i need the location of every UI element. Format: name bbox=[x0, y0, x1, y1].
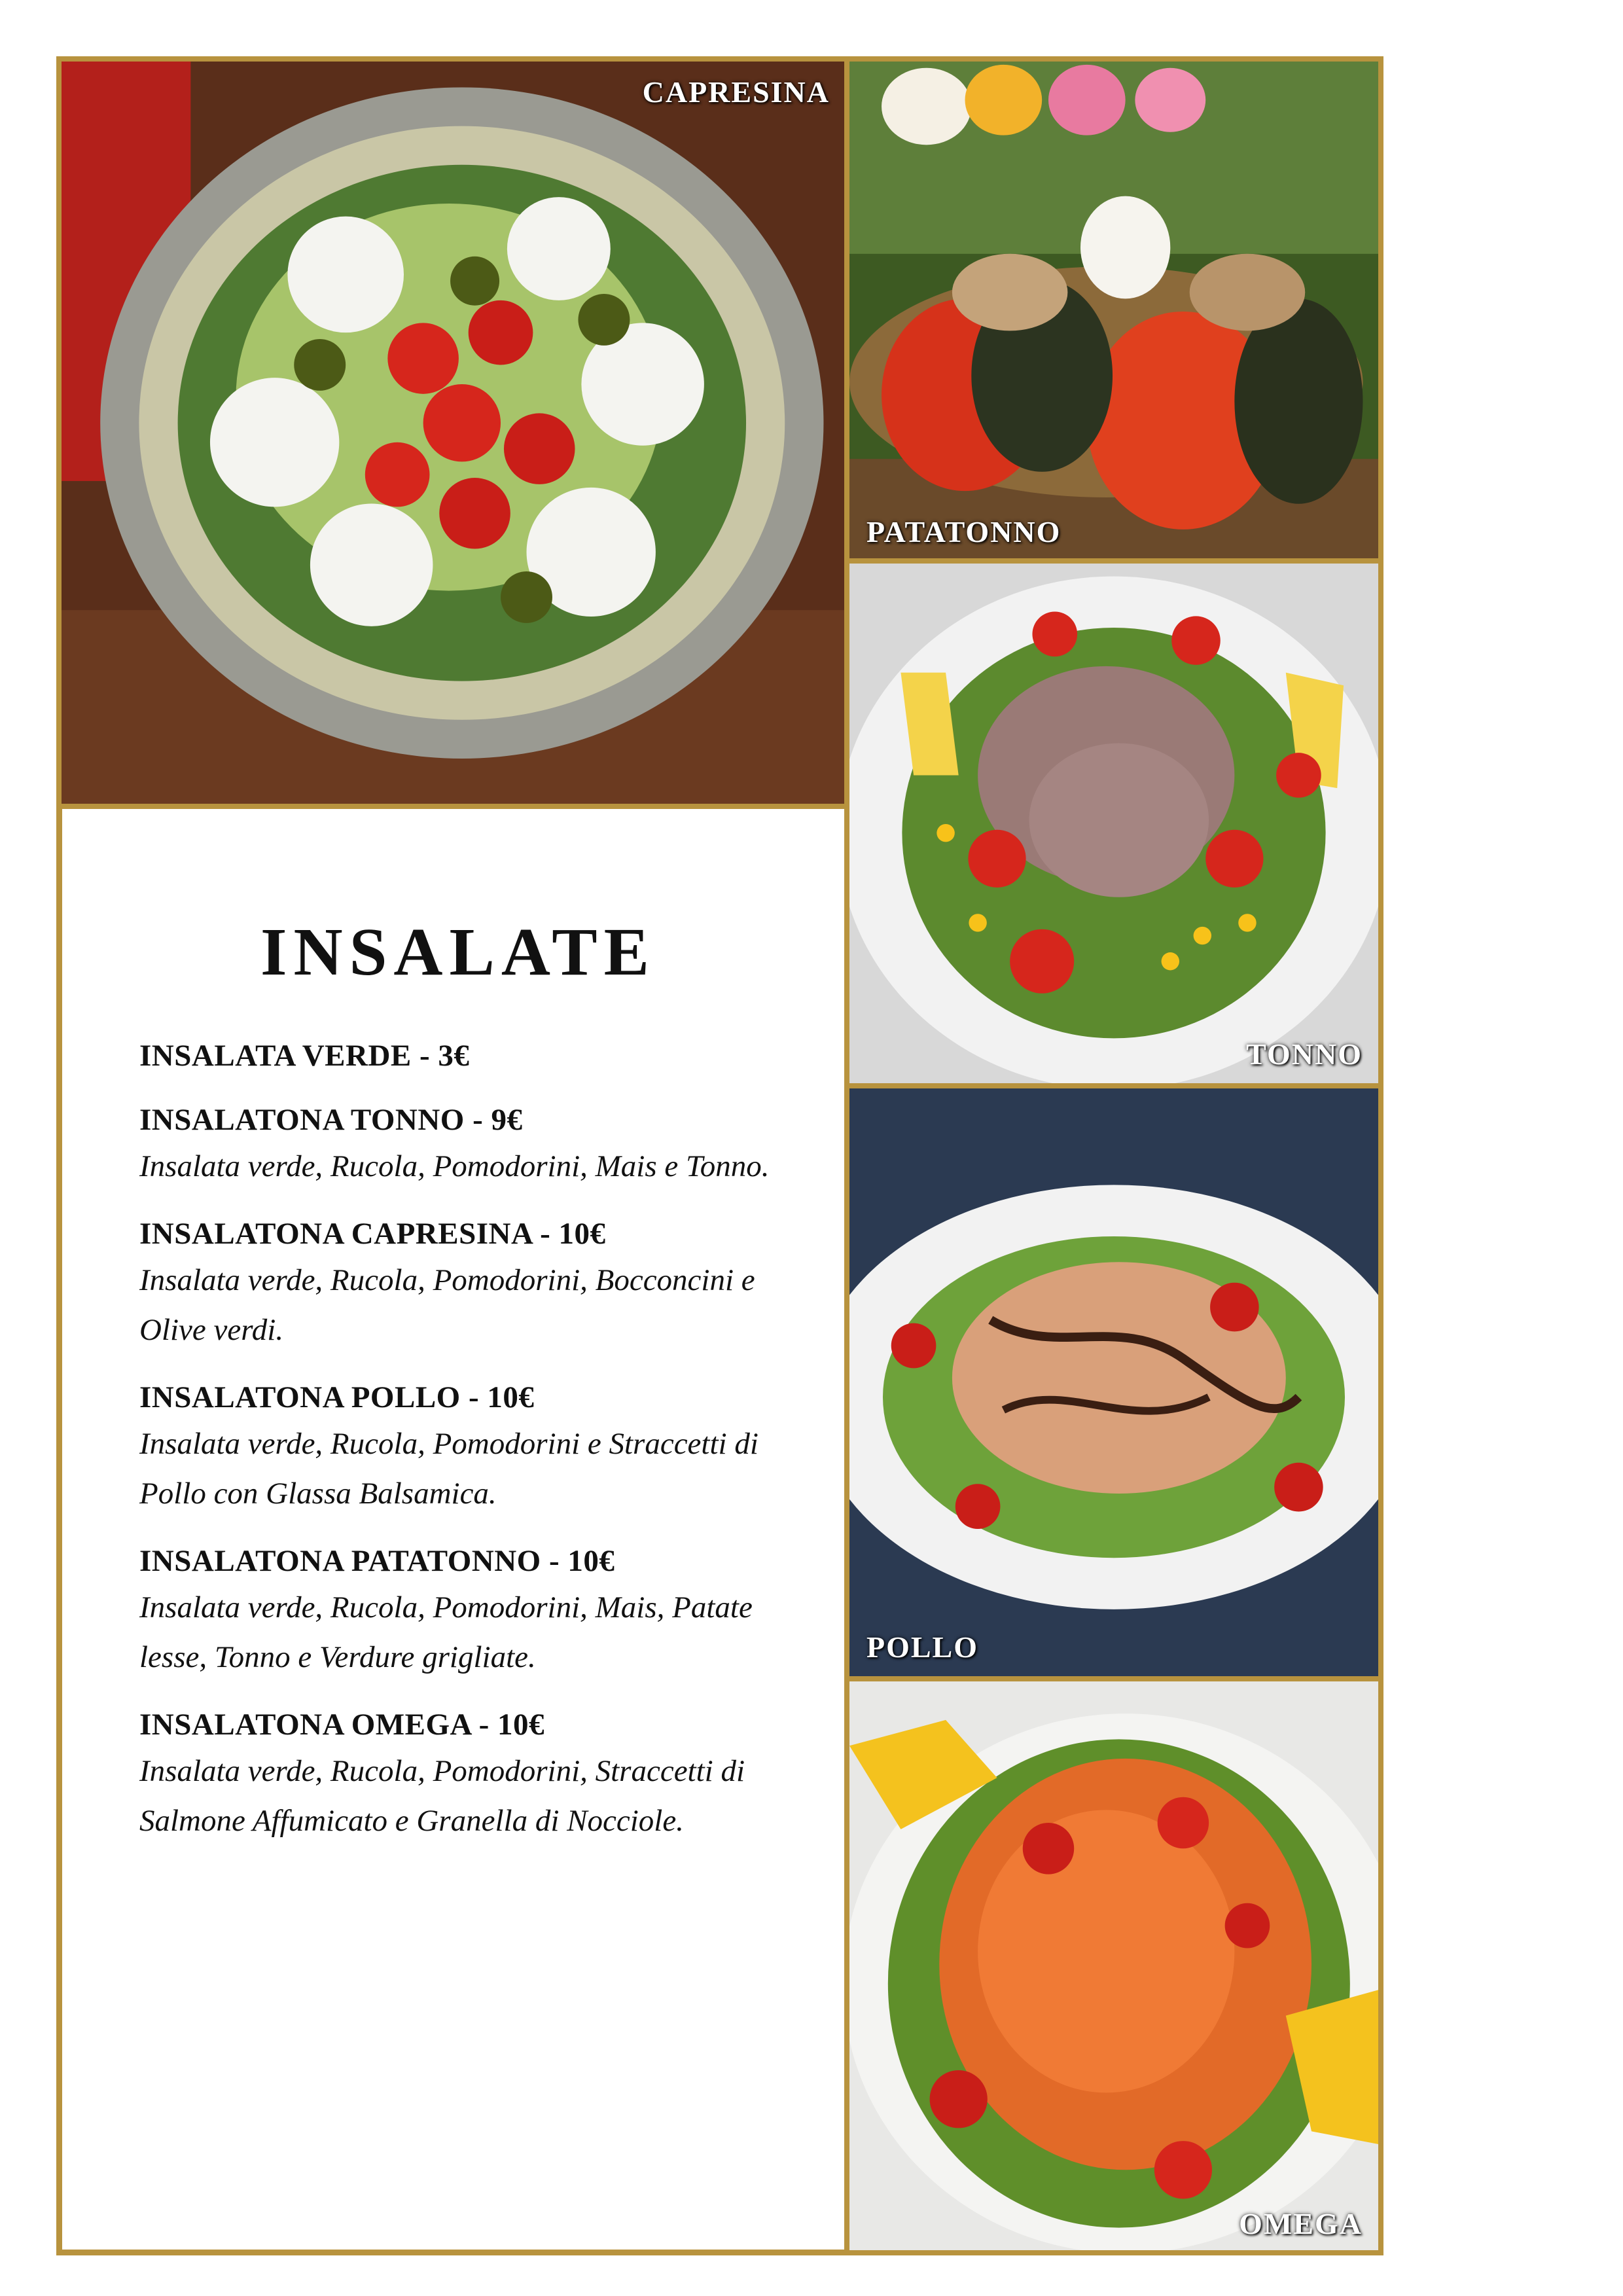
menu-item bbox=[139, 1703, 820, 1846]
menu-item-description: Insalata verde, Rucola, Pomodorini, Mais e Tonno. bbox=[139, 1149, 770, 1183]
capresina-label: CAPRESINA bbox=[642, 75, 830, 109]
menu-item bbox=[139, 1034, 820, 1077]
menu-item-name: INSALATONA CAPRESINA - 10€ bbox=[139, 1217, 606, 1251]
menu-item-name: INSALATONA PATATONNO - 10€ bbox=[139, 1544, 615, 1578]
photo-tonno bbox=[844, 558, 1383, 1088]
menu-item-description: Insalata verde, Rucola, Pomodorini, Bocconcini e Olive verdi. bbox=[139, 1263, 755, 1347]
patatonno-label: PATATONNO bbox=[866, 515, 1061, 548]
menu-item-name: INSALATA VERDE - 3€ bbox=[139, 1039, 470, 1073]
menu-item bbox=[139, 1098, 820, 1191]
menu-item-name: INSALATONA TONNO - 9€ bbox=[139, 1103, 523, 1137]
menu-item bbox=[139, 1212, 820, 1355]
menu-item-name: INSALATONA OMEGA - 10€ bbox=[139, 1708, 545, 1742]
menu-item-description: Insalata verde, Rucola, Pomodorini, Mais, Patate lesse, Tonno e Verdure grigliate. bbox=[139, 1590, 753, 1674]
menu-item-description: Insalata verde, Rucola, Pomodorini e Straccetti di Pollo con Glassa Balsamica. bbox=[139, 1427, 758, 1511]
omega-label: OMEGA bbox=[1239, 2207, 1363, 2240]
capresina-salad-image bbox=[62, 62, 846, 804]
menu-item-description: Insalata verde, Rucola, Pomodorini, Straccetti di Salmone Affumicato e Granella di Nocciole. bbox=[139, 1754, 745, 1838]
tonno-label: TONNO bbox=[1246, 1037, 1363, 1071]
photo-patatonno bbox=[844, 56, 1383, 564]
pollo-salad-image bbox=[849, 1088, 1378, 1676]
omega-salad-image bbox=[849, 1681, 1378, 2250]
tonno-salad-image bbox=[849, 564, 1378, 1083]
salad-menu-list bbox=[139, 1034, 820, 1867]
pollo-label: POLLO bbox=[866, 1630, 979, 1664]
photo-capresina bbox=[56, 56, 851, 809]
menu-item bbox=[139, 1376, 820, 1518]
patatonno-salad-image bbox=[849, 62, 1378, 558]
photo-pollo bbox=[844, 1083, 1383, 1681]
menu-item bbox=[139, 1539, 820, 1682]
menu-title: INSALATE bbox=[260, 914, 656, 990]
menu-item-name: INSALATONA POLLO - 10€ bbox=[139, 1380, 535, 1414]
photo-omega bbox=[844, 1676, 1383, 2255]
